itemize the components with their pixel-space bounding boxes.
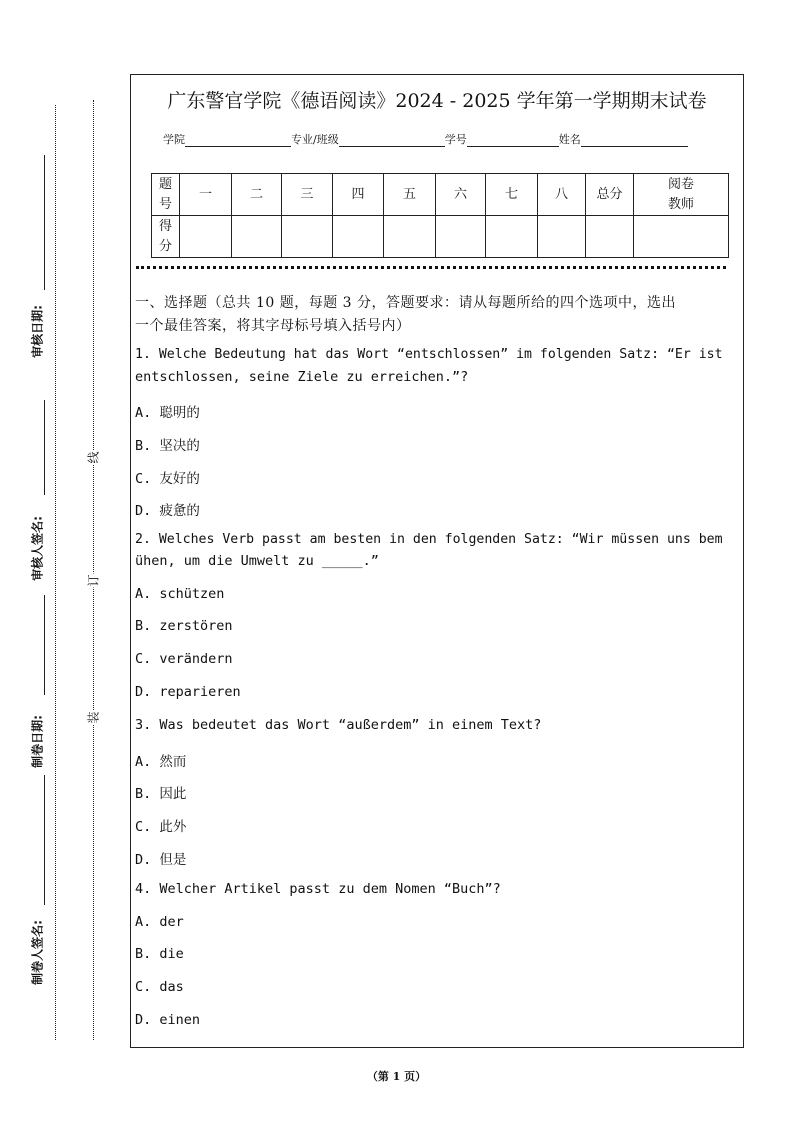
score-cell-4[interactable] — [333, 216, 384, 258]
row-header-score — [152, 216, 180, 258]
col-header-2: 二 — [232, 174, 282, 216]
col-header-5: 五 — [384, 174, 436, 216]
col-header-1: 一 — [180, 174, 232, 216]
score-cell-grader[interactable] — [634, 216, 729, 258]
q4-option-d[interactable]: D. einen — [135, 1012, 201, 1028]
col-header-7: 七 — [486, 174, 538, 216]
score-cell-3[interactable] — [282, 216, 333, 258]
q1-text-line1: 1. Welche Bedeutung hat das Wort “entschlossen” im folgenden Satz: “Er ist — [135, 347, 723, 362]
q4-option-a[interactable]: A. der — [135, 914, 184, 930]
review-date-line — [44, 155, 45, 290]
col-header-6: 六 — [436, 174, 486, 216]
score-cell-2[interactable] — [232, 216, 282, 258]
binding-mark-line: 线 — [86, 451, 101, 464]
college-label: 学院 — [163, 133, 185, 146]
q4-option-b[interactable]: B. die — [135, 946, 184, 962]
student-id-blank[interactable] — [467, 134, 559, 147]
col-header-8: 八 — [538, 174, 586, 216]
binding-mark-order: 订 — [86, 574, 101, 587]
binding-mark-bind: 装 — [86, 711, 101, 724]
q2-option-a[interactable]: A. schützen — [135, 586, 225, 602]
maker-signature-line — [44, 775, 45, 905]
major-class-label: 专业/班级 — [291, 133, 339, 146]
student-id-label: 学号 — [444, 133, 467, 146]
col-header-total: 总分 — [586, 174, 634, 216]
score-cell-total[interactable] — [586, 216, 634, 258]
score-cell-8[interactable] — [538, 216, 586, 258]
exam-title: 广东警官学院《德语阅读》2024 - 2025 学年第一学期期末试卷 — [167, 90, 707, 112]
reviewer-signature-label: 审核人签名: — [30, 516, 45, 581]
q3-option-c[interactable]: C. 此外 — [135, 819, 187, 835]
q2-option-d[interactable]: D. reparieren — [135, 684, 241, 700]
major-class-blank[interactable] — [339, 134, 445, 147]
q4-text-line1: 4. Welcher Artikel passt zu dem Nomen “Buch”? — [135, 881, 501, 897]
col-header-grader — [634, 174, 729, 216]
q2-text-line2: ühen, um die Umwelt zu _____.” — [135, 553, 379, 569]
score-table — [151, 173, 729, 258]
row-header-question — [152, 174, 180, 216]
student-info-row — [163, 131, 688, 147]
col-header-3: 三 — [282, 174, 333, 216]
q1-option-a[interactable]: A. 聪明的 — [135, 405, 200, 421]
outer-dotted-line — [55, 105, 56, 1040]
score-label: 得分 — [158, 218, 172, 254]
grader-label: 阅卷教师 — [667, 176, 694, 212]
section1-heading-line2: 一个最佳答案，将其字母标号填入括号内） — [135, 318, 411, 334]
inner-dotted-line — [93, 100, 94, 1040]
score-cell-7[interactable] — [486, 216, 538, 258]
q1-option-c[interactable]: C. 友好的 — [135, 471, 200, 487]
making-date-line — [44, 595, 45, 695]
name-blank[interactable] — [581, 134, 688, 147]
making-date-label: 制卷日期: — [30, 715, 45, 768]
name-label: 姓名 — [558, 133, 581, 146]
score-cell-5[interactable] — [384, 216, 436, 258]
q3-option-a[interactable]: A. 然而 — [135, 754, 187, 770]
score-cell-6[interactable] — [436, 216, 486, 258]
question-number-label: 题号 — [158, 176, 172, 212]
col-header-4: 四 — [333, 174, 384, 216]
q3-option-d[interactable]: D. 但是 — [135, 852, 187, 868]
q2-text-line1: 2. Welches Verb passt am besten in den folgenden Satz: “Wir müssen uns bem — [135, 532, 723, 547]
college-blank[interactable] — [185, 134, 291, 147]
page-number: （第 1 页） — [366, 1070, 427, 1083]
q1-text-line2: entschlossen, seine Ziele zu erreichen.”? — [135, 369, 469, 385]
score-cell-1[interactable] — [180, 216, 232, 258]
maker-signature-label: 制卷人签名: — [30, 920, 45, 985]
q3-text-line1: 3. Was bedeutet das Wort “außerdem” in einem Text? — [135, 717, 542, 733]
q2-option-b[interactable]: B. zerstören — [135, 618, 233, 634]
q2-option-c[interactable]: C. verändern — [135, 651, 233, 667]
q1-option-b[interactable]: B. 坚决的 — [135, 438, 200, 454]
reviewer-signature-line — [44, 400, 45, 495]
q1-option-d[interactable]: D. 疲惫的 — [135, 503, 200, 519]
dotted-separator — [136, 266, 726, 269]
q3-option-b[interactable]: B. 因此 — [135, 786, 187, 802]
q4-option-c[interactable]: C. das — [135, 979, 184, 995]
review-date-label: 审核日期: — [30, 305, 45, 358]
section1-heading-line1: 一、选择题（总共 10 题，每题 3 分，答题要求：请从每题所给的四个选项中，选出 — [135, 295, 677, 311]
binding-margin — [0, 0, 128, 1122]
